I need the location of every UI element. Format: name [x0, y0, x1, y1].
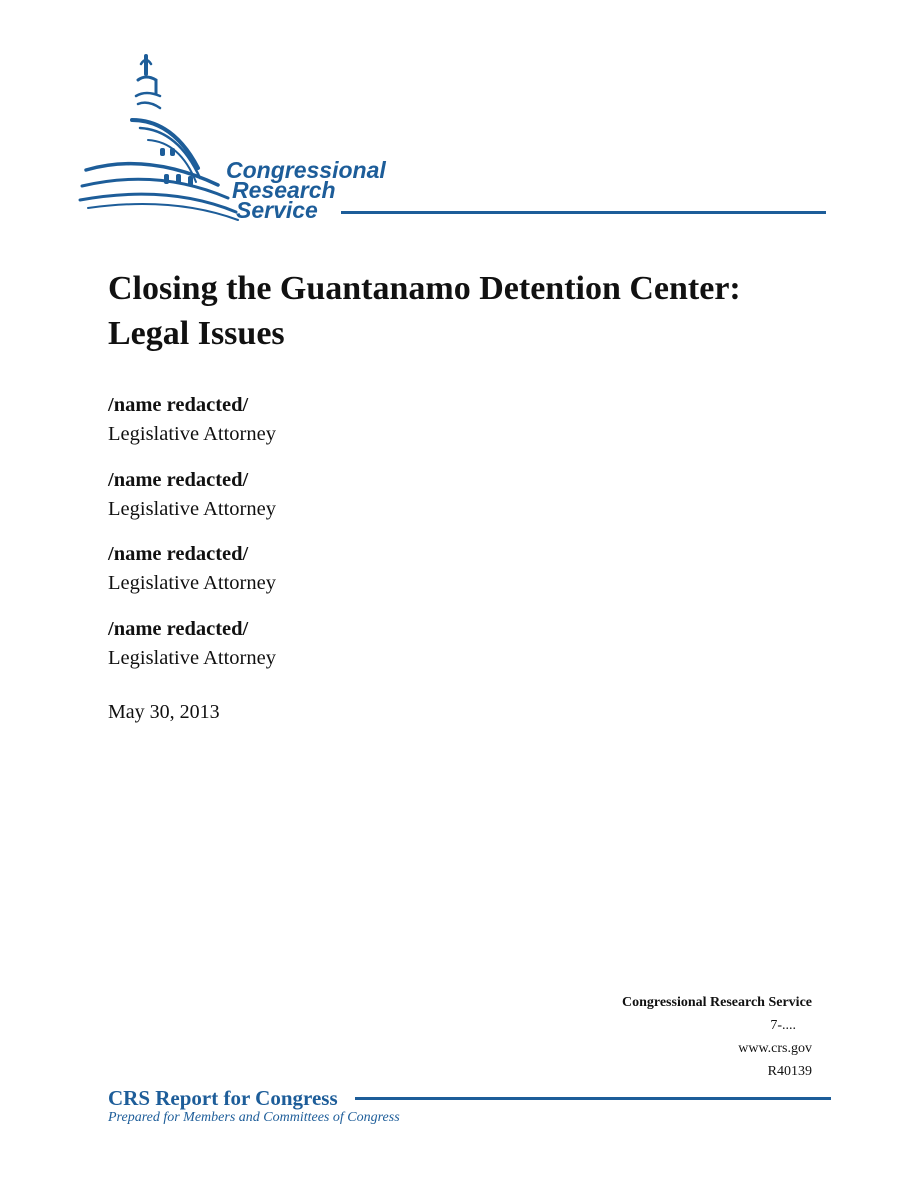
footer-rule	[355, 1097, 831, 1100]
author-block	[108, 391, 276, 449]
crs-website: www.crs.gov	[738, 1041, 812, 1056]
author-name: /name redacted/	[108, 543, 249, 565]
author-block	[108, 466, 276, 524]
report-title	[108, 266, 868, 356]
footer-subtitle: Prepared for Members and Committees of Congress	[108, 1110, 400, 1125]
crs-phone: 7-....	[770, 1018, 796, 1033]
author-role: Legislative Attorney	[108, 647, 276, 669]
author-block	[108, 540, 276, 598]
title-line-2: Legal Issues	[108, 315, 285, 352]
brand-line-1: Congressional	[226, 157, 386, 183]
footer-title: CRS Report for Congress	[108, 1086, 338, 1110]
crs-logo	[78, 50, 418, 225]
title-line-1: Closing the Guantanamo Detention Center:	[108, 270, 741, 307]
capitol-dome-icon	[80, 56, 238, 220]
author-name: /name redacted/	[108, 469, 249, 491]
author-role: Legislative Attorney	[108, 423, 276, 445]
crs-info-block	[622, 991, 812, 1083]
header-rule	[341, 211, 826, 214]
author-block	[108, 615, 276, 673]
report-number: R40139	[767, 1064, 812, 1079]
brand-line-3: Service	[236, 197, 318, 223]
author-role: Legislative Attorney	[108, 498, 276, 520]
crs-org-name: Congressional Research Service	[621, 995, 812, 1010]
author-role: Legislative Attorney	[108, 572, 276, 594]
author-name: /name redacted/	[108, 618, 249, 640]
report-date: May 30, 2013	[108, 701, 220, 723]
author-name: /name redacted/	[108, 394, 249, 416]
brand-line-2: Research	[232, 177, 336, 203]
